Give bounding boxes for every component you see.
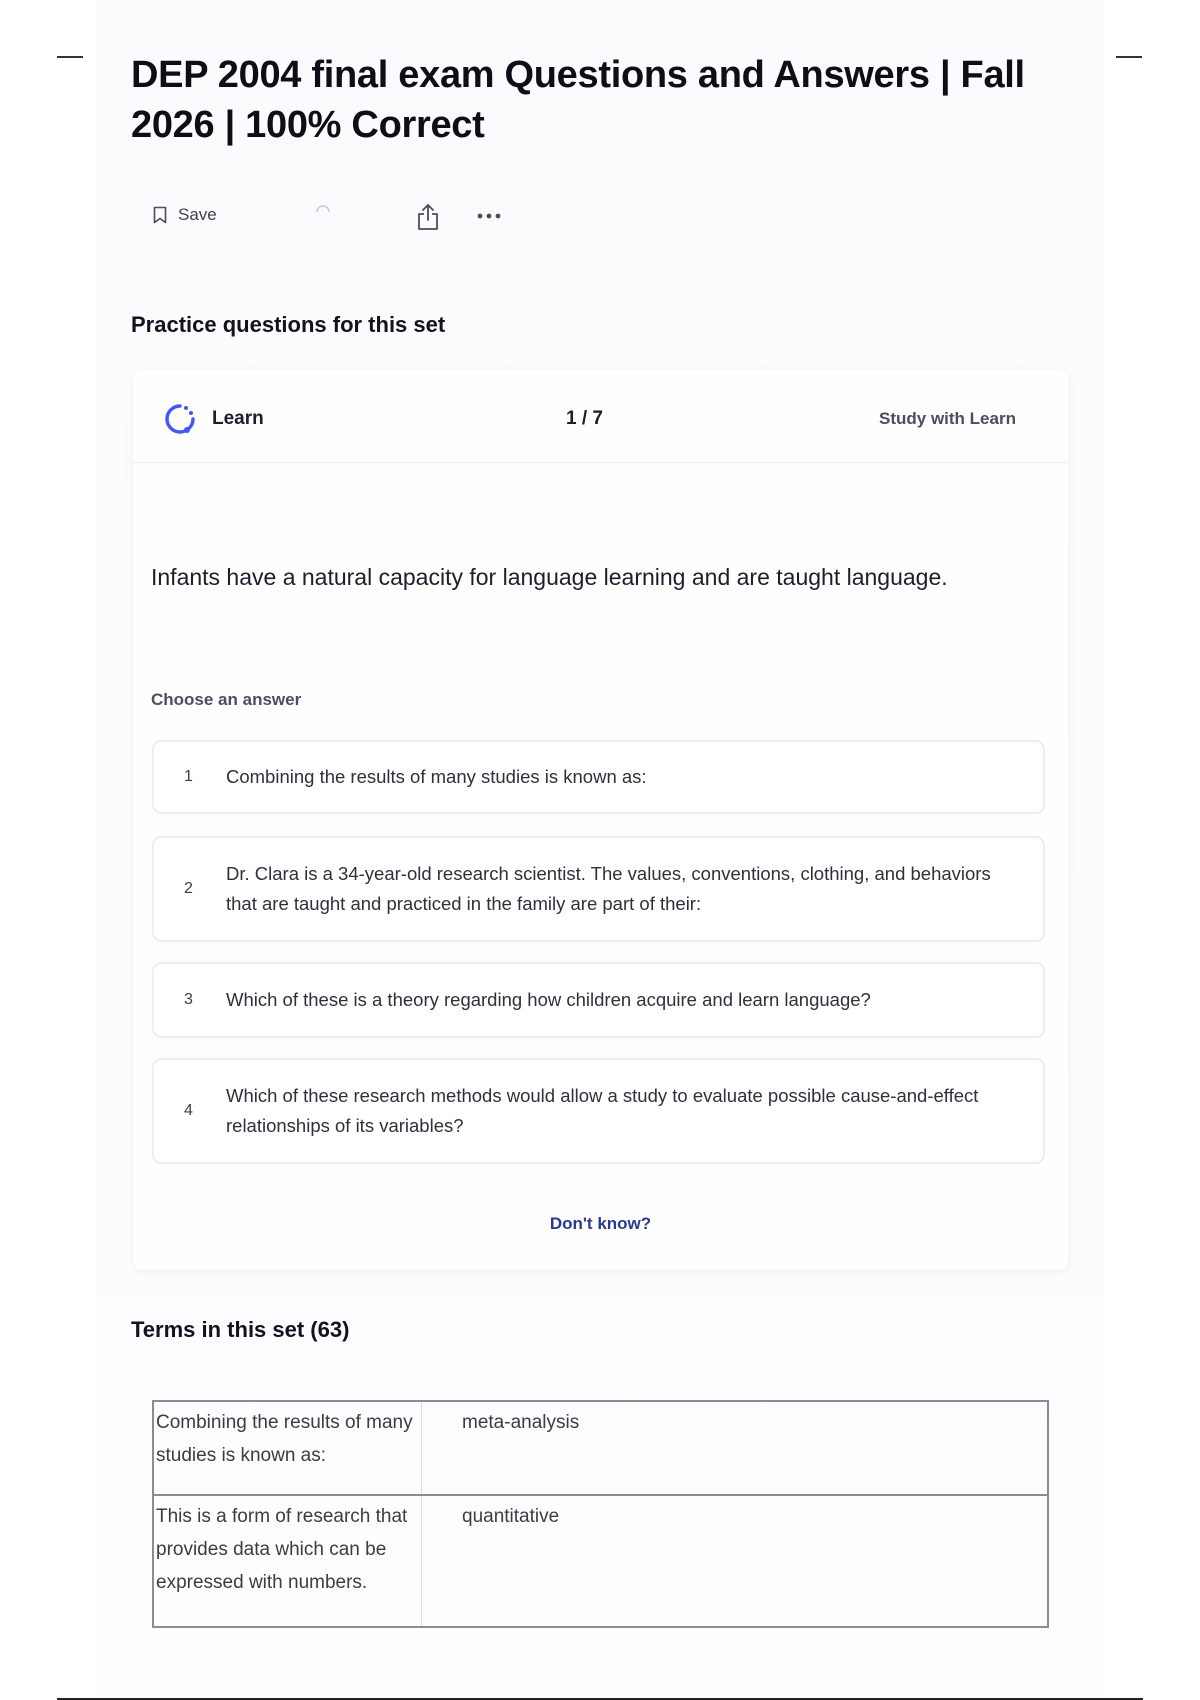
learn-mode-label: Learn	[212, 408, 264, 429]
save-label: Save	[178, 205, 217, 224]
learn-card	[133, 370, 1068, 1270]
more-options-icon[interactable]	[476, 211, 502, 221]
learn-header	[133, 370, 1068, 463]
option-text: Combining the results of many studies is known as:	[226, 766, 647, 787]
answer-option-3[interactable]	[152, 962, 1045, 1038]
option-number: 3	[184, 991, 193, 1008]
question-prompt: Infants have a natural capacity for language learning and are taught language.	[151, 564, 948, 590]
option-number: 2	[184, 880, 193, 897]
action-toolbar	[152, 203, 512, 239]
dont-know-button[interactable]: Don't know?	[549, 1214, 652, 1233]
save-button[interactable]	[152, 205, 217, 225]
option-text: Which of these is a theory regarding how children acquire and learn language?	[226, 989, 871, 1010]
loading-spinner-icon	[315, 205, 331, 213]
option-text: Dr. Clara is a 34-year-old research scientist. The values, conventions, clothing, and behaviors that are taught and practiced in the family are part of their:	[226, 863, 991, 914]
definition-cell: quantitative	[422, 1495, 1049, 1627]
terms-table	[152, 1400, 1049, 1628]
study-with-learn-link[interactable]: Study with Learn	[879, 409, 1016, 428]
choose-answer-label: Choose an answer	[151, 690, 302, 709]
table-row	[153, 1401, 1048, 1495]
option-text: Which of these research methods would allow a study to evaluate possible cause-and-effect relationships of its variables?	[226, 1085, 979, 1136]
option-number: 4	[184, 1102, 193, 1119]
crop-mark-left	[57, 56, 83, 58]
question-progress: 1 / 7	[566, 408, 603, 429]
bookmark-icon	[152, 206, 168, 224]
answer-option-4[interactable]	[152, 1058, 1045, 1164]
definition-cell: meta-analysis	[462, 1412, 580, 1433]
crop-mark-right	[1116, 56, 1142, 58]
practice-heading: Practice questions for this set	[131, 312, 446, 337]
answer-option-1[interactable]	[152, 740, 1045, 814]
term-cell: This is a form of research that provides data which can be expressed with numbers.	[153, 1495, 422, 1627]
option-number: 1	[184, 768, 193, 785]
share-icon[interactable]	[416, 203, 440, 231]
terms-heading: Terms in this set (63)	[131, 1317, 350, 1342]
table-row	[153, 1495, 1048, 1627]
term-cell: Combining the results of many studies is known as:	[153, 1401, 422, 1495]
learn-mode-icon	[163, 402, 197, 436]
page-title: DEP 2004 final exam Questions and Answers | Fall 2026 | 100% Correct	[131, 54, 1025, 146]
answer-option-2[interactable]	[152, 836, 1045, 942]
